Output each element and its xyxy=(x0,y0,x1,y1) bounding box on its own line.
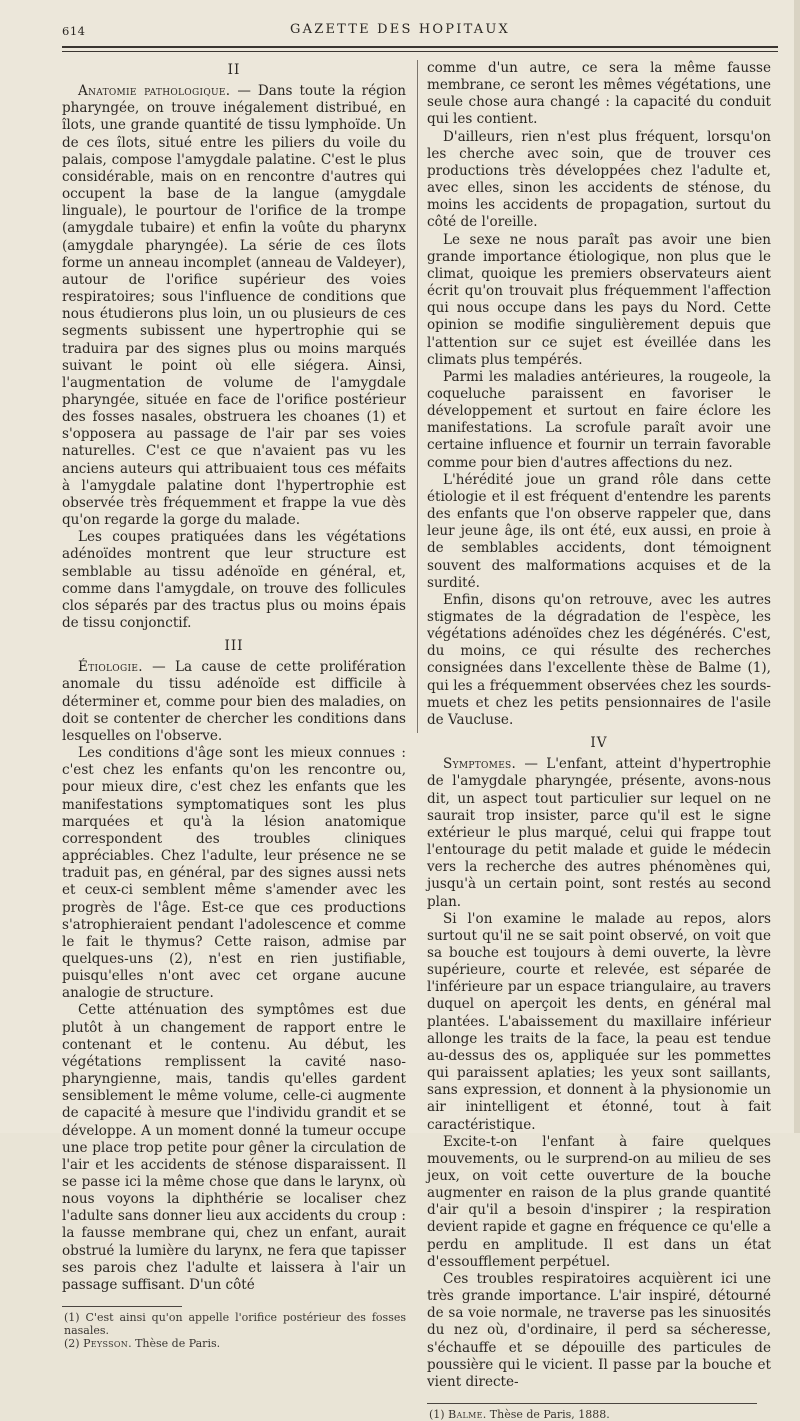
footnotes xyxy=(427,1408,771,1421)
paragraph: Ces troubles respiratoires acquièrent ici une très grande importance. L'air inspiré, détourné de sa voie normale, ne traverse pas les sinuosités du nez où, d'ordinaire, il perd sa sécheresse, s'échauffe et se dépouille des particules de poussière qui le vicient. Il passe par la bouche et vient directe- xyxy=(427,1270,771,1390)
left-column xyxy=(62,60,406,1350)
paragraph: L'hérédité joue un grand rôle dans cette étiologie et il est fréquent d'entendre les parents des enfants que l'on observe rappeler que, dans leur jeune âge, ils ont été, eux aussi, en proie à de semblables accidents, dont témoignent souvent des malformations acquises et de la surdité. xyxy=(427,471,771,591)
paragraph: Anatomie pathologique. — Dans toute la région pharyngée, on trouve inégalement distribué, en îlots, une grande quantité de tissu lymphoïde. Un de ces îlots, situé entre les piliers du voile du palais, compose l'amygdale palatine. C'est le plus considérable, mais on en rencontre d'autres qui occupent la base de la langue (amygdale linguale), le pourtour de l'orifice de la trompe (amygdale tubaire) et enfin la voûte du pharynx (amygdale pharyngée). La série de ces îlots forme un anneau incomplet (anneau de Valdeyer), autour de l'orifice supérieur des voies respiratoires; sous l'influence de conditions que nous étudierons plus loin, un ou plusieurs de ces segments subissent une hypertrophie qui se traduira par des signes plus ou moins marqués suivant le point où elle siégera. Ainsi, l'augmentation de volume de l'amygdale pharyngée, située en face de l'orifice postérieur des fosses nasales, obstruera les choanes (1) et s'opposera au passage de l'air par ses voies naturelles. C'est ce que n'avaient pas vu les anciens auteurs qui attribuaient tous ces méfaits à l'amygdale palatine dont l'hypertrophie est observée très fréquemment et frappe la vue dès qu'on regarde la gorge du malade. xyxy=(62,83,406,529)
footnote-rule xyxy=(427,1403,757,1404)
paragraph: Parmi les maladies antérieures, la rougeole, la coqueluche paraissent en favoriser le développement et surtout en faire éclore les manifestations. La scrofule paraît avoir une certaine influence et fournir un terrain favorable comme pour bien d'autres affections du nez. xyxy=(427,368,771,471)
section-lead: Symptomes. xyxy=(443,756,517,773)
paragraph: Cette atténuation des symptômes est due plutôt à un changement de rapport entre le contenant et le contenu. Au début, les végétations remplissent la cavité naso-pharyngienne, mais, tandis qu'elles gardent sensiblement le même volume, celle-ci augmente de capacité à mesure que l'individu grandit et se développe. A un moment donné la tumeur occupe une place trop petite pour gêner la circulation de l'air et les accidents de sténose disparaissent. Il se passe ici la même chose que dans le larynx, où nous voyons la diphthérie se localiser chez l'adulte sans donner lieu aux accidents du croup : la fausse membrane qui, chez un enfant, aurait obstrué la lumière du larynx, ne fera que tapisser ses parois chez l'adulte et laissera à l'air un passage suffisant. D'un côté xyxy=(62,1002,406,1293)
footnote: (1) C'est ainsi qu'on appelle l'orifice postérieur des fosses nasales. xyxy=(64,1311,406,1338)
section-lead: Anatomie pathologique. xyxy=(78,83,231,100)
footnote: (1) Balme. Thèse de Paris, 1888. xyxy=(429,1408,610,1421)
footnote-rule xyxy=(62,1306,182,1307)
running-title: GAZETTE DES HOPITAUX xyxy=(290,22,510,37)
header-rule-thick xyxy=(62,46,778,48)
section-number: II xyxy=(227,62,241,78)
header-rule-thin xyxy=(62,51,778,52)
footnotes xyxy=(62,1311,406,1350)
paragraph: comme d'un autre, ce sera la même fausse membrane, ce seront les mêmes végétations, une seule chose aura changé : la capacité du conduit qui les contient. xyxy=(427,60,771,128)
right-column xyxy=(427,60,771,1421)
paragraph: Enfin, disons qu'on retrouve, avec les autres stigmates de la dégradation de l'espèce, les végétations adénoïdes chez les dégénérés. C'est, du moins, ce qui résulte des recherches consignées dans l'excellente thèse de Balme (1), qui les a fréquemment observées chez les sourds-muets et chez les petits pensionnaires de l'asile de Vaucluse. xyxy=(427,591,771,728)
paragraph: Les conditions d'âge sont les mieux connues : c'est chez les enfants qu'on les rencontre ou, pour mieux dire, c'est chez les enfants que les manifestations symptomatiques sont les plus marquées et qu'à la lésion anatomique correspondent des troubles cliniques appréciables. Chez l'adulte, leur présence ne se traduit pas, en général, par des signes aussi nets et ceux-ci semblent même s'amender avec les progrès de l'âge. Est-ce que ces productions s'atrophieraient pendant l'adolescence et comme le fait le thymus? Cette raison, admise par quelques-uns (2), n'est en rien justifiable, puisqu'elles n'ont avec cet organe aucune analogie de structure. xyxy=(62,745,406,1002)
paragraph: Étiologie. — La cause de cette prolifération anomale du tissu adénoïde est difficile à déterminer et, comme pour bien des maladies, on doit se contenter de chercher les conditions dans lesquelles on l'observe. xyxy=(62,659,406,744)
section-number: IV xyxy=(590,735,608,752)
paragraph: Le sexe ne nous paraît pas avoir une bien grande importance étiologique, non plus que le climat, quoique les premiers observateurs aient écrit qu'on trouvait plus fréquemment l'affection qui nous occupe dans les pays du Nord. Cette opinion se modifie singulièrement depuis que l'attention sur ce sujet est éveillée dans les climats plus tempérés. xyxy=(427,231,771,368)
paragraph: Les coupes pratiquées dans les végétations adénoïdes montrent que leur structure est semblable au tissu adénoïde en général, et, comme dans l'amygdale, on trouve des follicules clos séparés par des tractus plus ou moins épais de tissu conjonctif. xyxy=(62,529,406,631)
page-number: 614 xyxy=(62,24,86,38)
column-divider xyxy=(417,60,418,733)
section-number: III xyxy=(224,638,244,655)
footnote: (2) Peysson. Thèse de Paris. xyxy=(64,1337,221,1351)
paragraph: Symptomes. — L'enfant, atteint d'hypertrophie de l'amygdale pharyngée, présente, avons-nous dit, un aspect tout particulier sur lequel on ne saurait trop insister, parce qu'il est le signe extérieur le plus marqué, celui qui frappe tout l'entourage du petit malade et guide le médecin vers la recherche des autres phénomènes qui, jusqu'à un certain point, sont restés au second plan. xyxy=(427,756,771,910)
page-edge xyxy=(794,0,800,1133)
paragraph: Si l'on examine le malade au repos, alors surtout qu'il ne se sait point observé, on voit que sa bouche est toujours à demi ouverte, la lèvre supérieure, courte et relevée, est séparée de l'inférieure par un espace triangulaire, au travers duquel on aperçoit les dents, en général mal plantées. L'abaissement du maxillaire inférieur allonge les traits de la face, la peau est tendue au-dessus des os, appliquée sur les pommettes qui paraissent aplaties; les yeux sont saillants, sans expression, et donnent à la physionomie un air inintelligent et étonné, tout à fait caractéristique. xyxy=(427,910,771,1133)
paragraph: Excite-t-on l'enfant à faire quelques mouvements, ou le surprend-on au milieu de ses jeux, on voit cette ouverture de la bouche augmenter en raison de la plus grande quantité d'air qu'il a besoin d'inspirer ; la respiration devient rapide et gagne en fréquence ce qu'elle a perdu en amplitude. Il est dans un état d'essoufflement perpétuel. xyxy=(427,1133,771,1270)
section-lead: Étiologie. xyxy=(78,659,143,676)
paragraph: D'ailleurs, rien n'est plus fréquent, lorsqu'on les cherche avec soin, que de trouver ces productions très développées chez l'adulte et, avec elles, sinon les accidents de sténose, du moins les accidents de propagation, surtout du côté de l'oreille. xyxy=(427,128,771,231)
